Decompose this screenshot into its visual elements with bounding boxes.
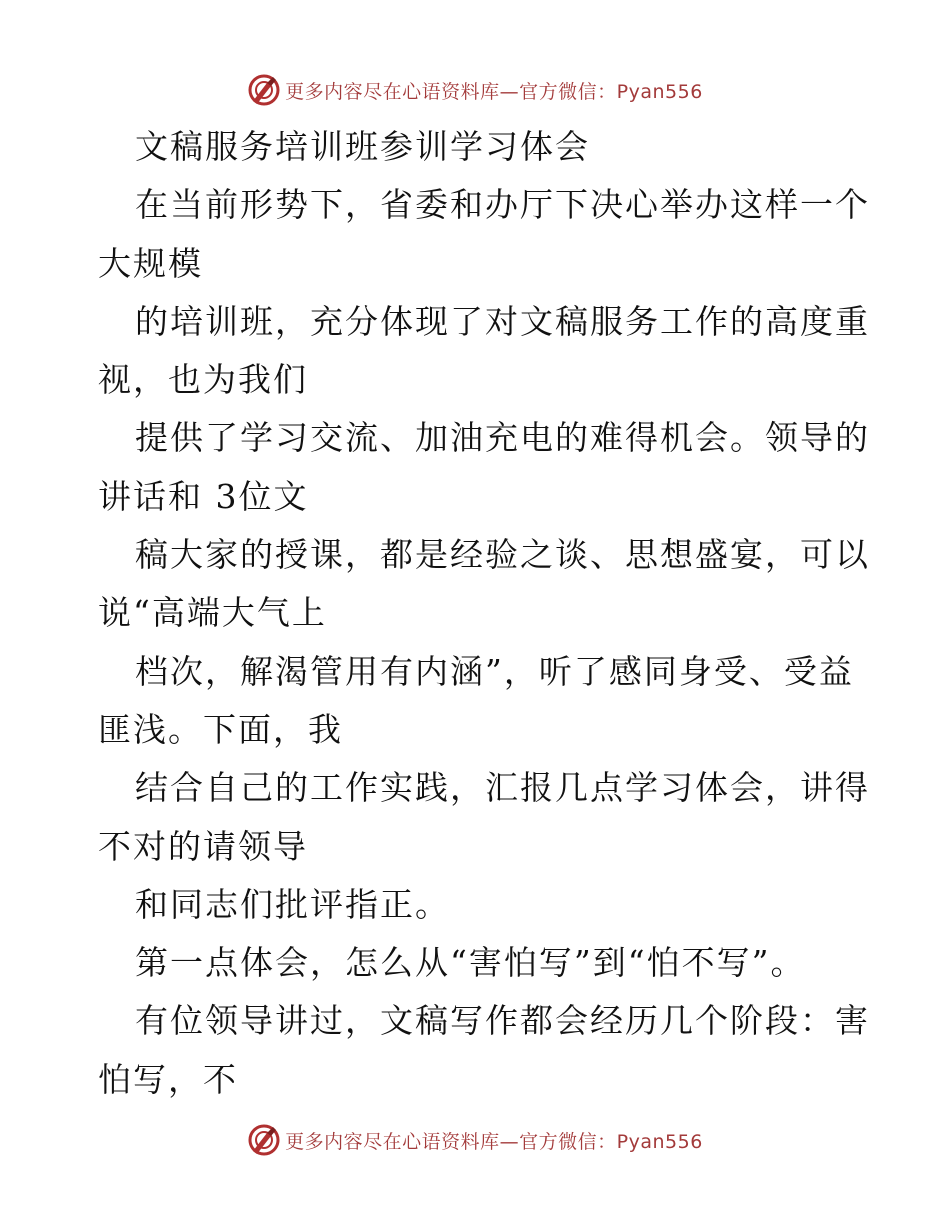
banner-text: 更多内容尽在心语资料库—官方微信：Pyan556 [285, 1130, 703, 1153]
banner-text: 更多内容尽在心语资料库—官方微信：Pyan556 [285, 80, 703, 103]
paragraph-line: 的培训班，充分体现了对文稿服务工作的高度重 [135, 301, 870, 341]
paragraph-line: 和同志们批评指正。 [135, 884, 450, 924]
pen-logo-icon [247, 1123, 281, 1157]
paragraph-line: 匪浅。下面，我 [98, 709, 343, 749]
paragraph-line: 怕写，不 [98, 1059, 238, 1099]
paragraph-line: 档次，解渴管用有内涵”，听了感同身受、受益 [135, 651, 854, 691]
paragraph-line: 第一点体会，怎么从“害怕写”到“怕不写”。 [135, 943, 806, 983]
paragraph-line: 讲话和 3位文 [98, 476, 309, 516]
paragraph-line: 视，也为我们 [98, 360, 308, 400]
paragraph-line: 结合自己的工作实践，汇报几点学习体会，讲得 [135, 768, 870, 808]
paragraph-line: 在当前形势下，省委和办厅下决心举办这样一个 [135, 185, 870, 225]
footer-banner [0, 1120, 950, 1160]
document-title: 文稿服务培训班参训学习体会 [135, 127, 590, 166]
paragraph-line: 提供了学习交流、加油充电的难得机会。领导的 [135, 418, 870, 458]
paragraph-line: 稿大家的授课，都是经验之谈、思想盛宴，可以 [135, 535, 870, 575]
paragraph-line: 大规模 [98, 243, 203, 283]
paragraph-line: 说“高端大气上 [98, 593, 327, 633]
pen-logo-icon [247, 73, 281, 107]
header-banner [0, 70, 950, 110]
paragraph-line: 不对的请领导 [98, 826, 308, 866]
document-body [98, 118, 870, 1109]
paragraph-line: 有位领导讲过，文稿写作都会经历几个阶段：害 [135, 1001, 870, 1041]
